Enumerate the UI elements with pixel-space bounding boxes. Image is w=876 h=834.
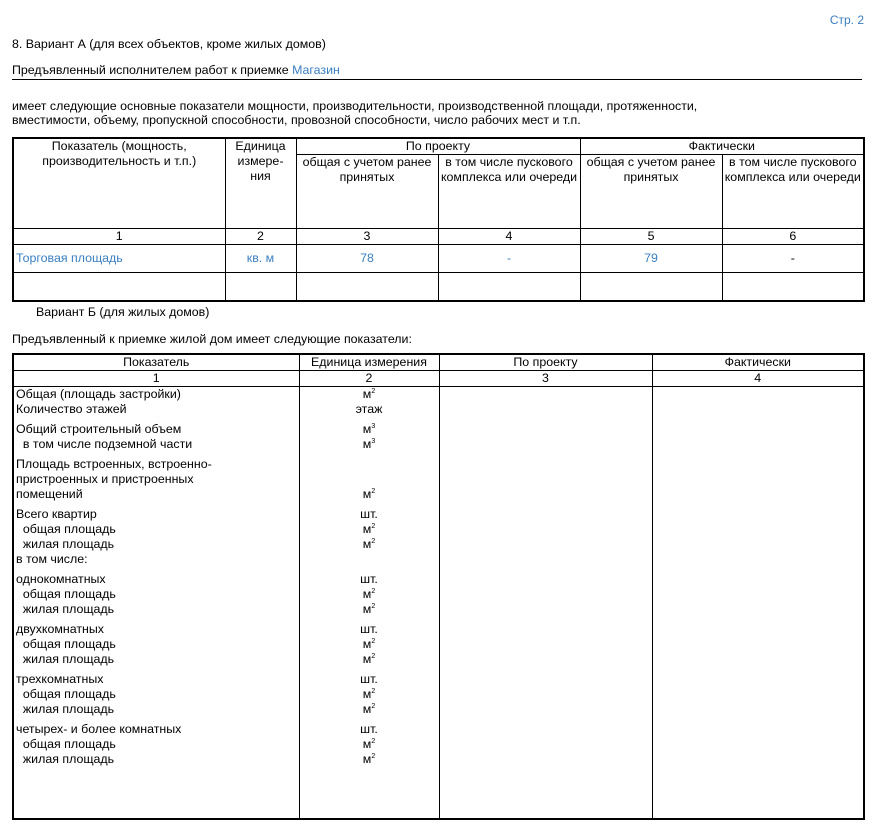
intro-line-1: имеет следующие основные показатели мощности, производительности, производственной площади, протяженности, [12,99,698,113]
row-indicator: Торговая площадь [13,245,225,273]
indicator-line: общая площадь [16,587,116,601]
col-number: 3 [296,229,438,245]
col-number: 4 [438,229,580,245]
unit-line: $м^2$ [362,587,376,601]
col-number: 6 [722,229,864,245]
col-actual: Фактически [580,138,864,155]
unit-line: $м^2$ [362,637,376,651]
col-number: 3 [439,371,652,387]
indicator-line: общая площадь [16,687,116,701]
indicator-line: в том числе: [16,552,88,566]
unit-line: $м^3$ [362,422,376,436]
indicator-line: жилая площадь [16,752,115,766]
indicator-line: пристроенных и пристроенных [16,472,194,486]
indicator-list [13,387,299,819]
unit-line: шт. [360,622,378,636]
presented-line [12,63,862,80]
presented-label: Предъявленный исполнителем работ к приемке [12,63,289,77]
unit-exponent: 2 [371,702,376,710]
indicator-line: в том числе подземной части [16,437,193,451]
unit-exponent: 2 [371,387,376,395]
actual-values [652,387,864,819]
page-number: Стр. 2 [829,13,864,27]
section-b-intro: Предъявленный к приемке жилой дом имеет следующие показатели: [12,332,412,346]
empty-cell [225,273,296,301]
table-variant-b [12,353,865,820]
unit-line [302,552,437,567]
unit-line: шт. [360,672,378,686]
indicator-line: четырех- и более комнатных [16,722,182,736]
unit-line [302,472,437,487]
unit-line: $м^2$ [362,602,376,616]
indicator-line: общая площадь [16,637,116,651]
col-indicator: Показатель [13,354,299,371]
empty-cell [722,273,864,301]
intro-line-2: вместимости, объему, пропускной способности, провозной способности, число рабочих мест и т.п. [12,113,581,127]
indicator-line: жилая площадь [16,702,115,716]
unit-exponent: 2 [371,687,376,695]
unit-exponent: 2 [371,487,376,495]
empty-cell [580,273,722,301]
project-values [439,387,652,819]
unit-line: шт. [360,572,378,586]
section-a-title: 8. Вариант А (для всех объектов, кроме жилых домов) [12,37,326,51]
project-incl-header: в том числе пускового комплекса или очереди [438,155,580,229]
row-actual-total: 79 [580,245,722,273]
unit-line: $м^2$ [362,387,376,401]
col-actual: Фактически [652,354,864,371]
col-number: 2 [299,371,439,387]
indicator-line: общая площадь [16,522,116,536]
empty-cell [438,273,580,301]
section-b-title: Вариант Б (для жилых домов) [36,305,210,319]
col-unit: Единица измерения [299,354,439,371]
indicator-line: помещений [16,487,83,501]
empty-cell [296,273,438,301]
col-number: 1 [13,229,225,245]
col-project: По проекту [439,354,652,371]
indicator-line: Количество этажей [16,402,127,416]
unit-line: $м^3$ [362,437,376,451]
unit-exponent: 3 [371,422,376,430]
indicator-line: трехкомнатных [16,672,104,686]
col-project: По проекту [296,138,580,155]
indicator-line: Общий строительный объем [16,422,182,436]
actual-incl-header: в том числе пускового комплекса или очереди [722,155,864,229]
unit-line: $м^2$ [362,652,376,666]
unit-line: $м^2$ [362,752,376,766]
indicator-line: жилая площадь [16,652,115,666]
unit-line: $м^2$ [362,687,376,701]
col-number: 5 [580,229,722,245]
unit-line: $м^2$ [362,702,376,716]
unit-line: $м^2$ [362,487,376,501]
indicator-line: Площадь встроенных, встроенно- [16,457,212,471]
col-number: 1 [13,371,299,387]
col-number: 4 [652,371,864,387]
unit-line: $м^2$ [362,737,376,751]
col-indicator: Показатель (мощность, производительность и т.п.) [13,138,225,229]
row-actual-incl: - [722,245,864,273]
unit-line: шт. [360,507,378,521]
indicator-line: общая площадь [16,737,116,751]
unit-line: шт. [360,722,378,736]
row-project-incl: - [438,245,580,273]
indicator-line: однокомнатных [16,572,106,586]
indicator-line: Общая (площадь застройки) [16,387,181,401]
table-variant-a [12,137,865,302]
col-number: 2 [225,229,296,245]
intro-text [12,99,697,127]
unit-line: $м^2$ [362,522,376,536]
unit-exponent: 2 [371,587,376,595]
unit-exponent: 3 [371,437,376,445]
unit-list [299,387,439,819]
unit-exponent: 2 [371,537,376,545]
project-total-header: общая с учетом ранее принятых [296,155,438,229]
indicator-line: жилая площадь [16,537,115,551]
unit-exponent: 2 [371,602,376,610]
unit-line [302,457,437,472]
actual-total-header: общая с учетом ранее принятых [580,155,722,229]
col-unit: Единица измере-ния [225,138,296,229]
unit-exponent: 2 [371,522,376,530]
empty-cell [13,273,225,301]
indicator-line: жилая площадь [16,602,115,616]
unit-exponent: 2 [371,637,376,645]
row-unit: кв. м [225,245,296,273]
unit-exponent: 2 [371,737,376,745]
row-project-total: 78 [296,245,438,273]
unit-line: этаж [355,402,383,416]
object-name: Магазин [292,63,340,77]
indicator-line: двухкомнатных [16,622,104,636]
unit-exponent: 2 [371,652,376,660]
unit-line: $м^2$ [362,537,376,551]
indicator-line: Всего квартир [16,507,97,521]
unit-exponent: 2 [371,752,376,760]
